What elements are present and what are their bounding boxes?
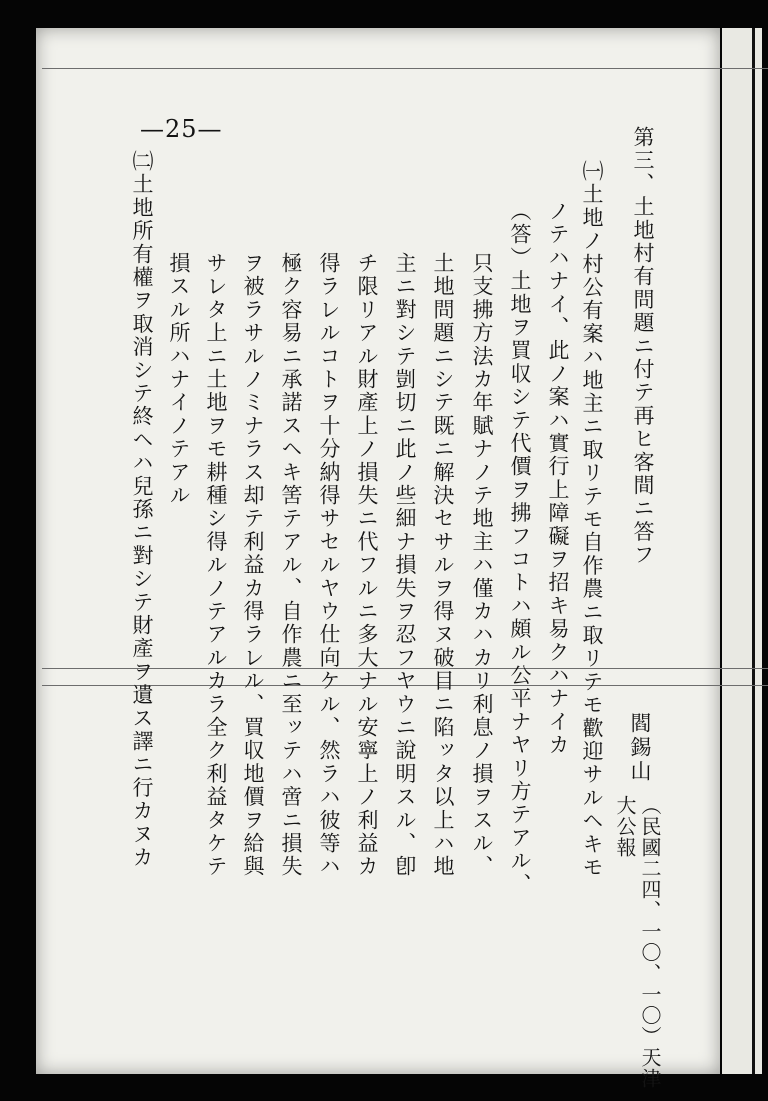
text-column-8: 得ラレルコトヲ十分納得サセルヤウ仕向ケル、然ラハ彼等ハ [317, 252, 341, 879]
text-column-13: ㈡土地所有權ヲ取消シテ終ヘハ兒孫ニ對シテ財產ヲ遺ス譯ニ行カヌカ [130, 150, 154, 870]
scan-line-top [42, 68, 768, 69]
text-column-5: 土地問題ニシテ既ニ解決セサルヲ得ヌ破目ニ陷ッタ以上ハ地 [431, 252, 455, 879]
text-column-7: チ限リアル財產上ノ損失ニ代フルニ多大ナル安寧上ノ利益カ [355, 252, 379, 879]
text-column-4: 只支拂方法カ年賦ナノテ地主ハ僅カハカリ利息ノ損ヲスル、 [470, 252, 494, 879]
text-column-9: 極ク容易ニ承諾スヘキ筈テアル、自作農ニ至ッテハ啻ニ損失 [279, 252, 303, 879]
next-page-edge [722, 28, 762, 1074]
text-column-3: （答）土地ヲ買収シテ代價ヲ拂フコトハ頗ル公平ナヤリ方テアル、 [508, 200, 532, 896]
page-edge-shadow [752, 28, 755, 1074]
text-column-10: ヲ被ラサルノミナラス却テ利益カ得ラレル、買収地價ヲ給與 [241, 252, 265, 879]
text-column-1: ㈠土地ノ村公有案ハ地主ニ取リテモ自作農ニ取リテモ歡迎サルヘキモ [580, 160, 604, 880]
text-column-12: 損スル所ハナイノテアル [167, 252, 191, 508]
text-column-11: サレタ上ニ土地ヲモ耕種シ得ルノテアルカラ全ク利益タケテ [204, 252, 228, 879]
text-column-6: 主ニ對シテ剴切ニ此ノ些細ナ損失ヲ忍フヤウニ說明スル、卽 [393, 252, 417, 879]
section-title: 第三、土地村有問題ニ付テ再ヒ客間ニ答フ [631, 126, 655, 567]
author-name: 閻錫山 [628, 712, 652, 784]
text-column-2: ノテハナイ、此ノ案ハ實行上障礙ヲ招キ易クハナイカ [546, 200, 570, 757]
source-citation: （民國二四、一〇、一〇）天津大公報 [613, 795, 662, 1089]
page-number: —25— [140, 115, 223, 143]
